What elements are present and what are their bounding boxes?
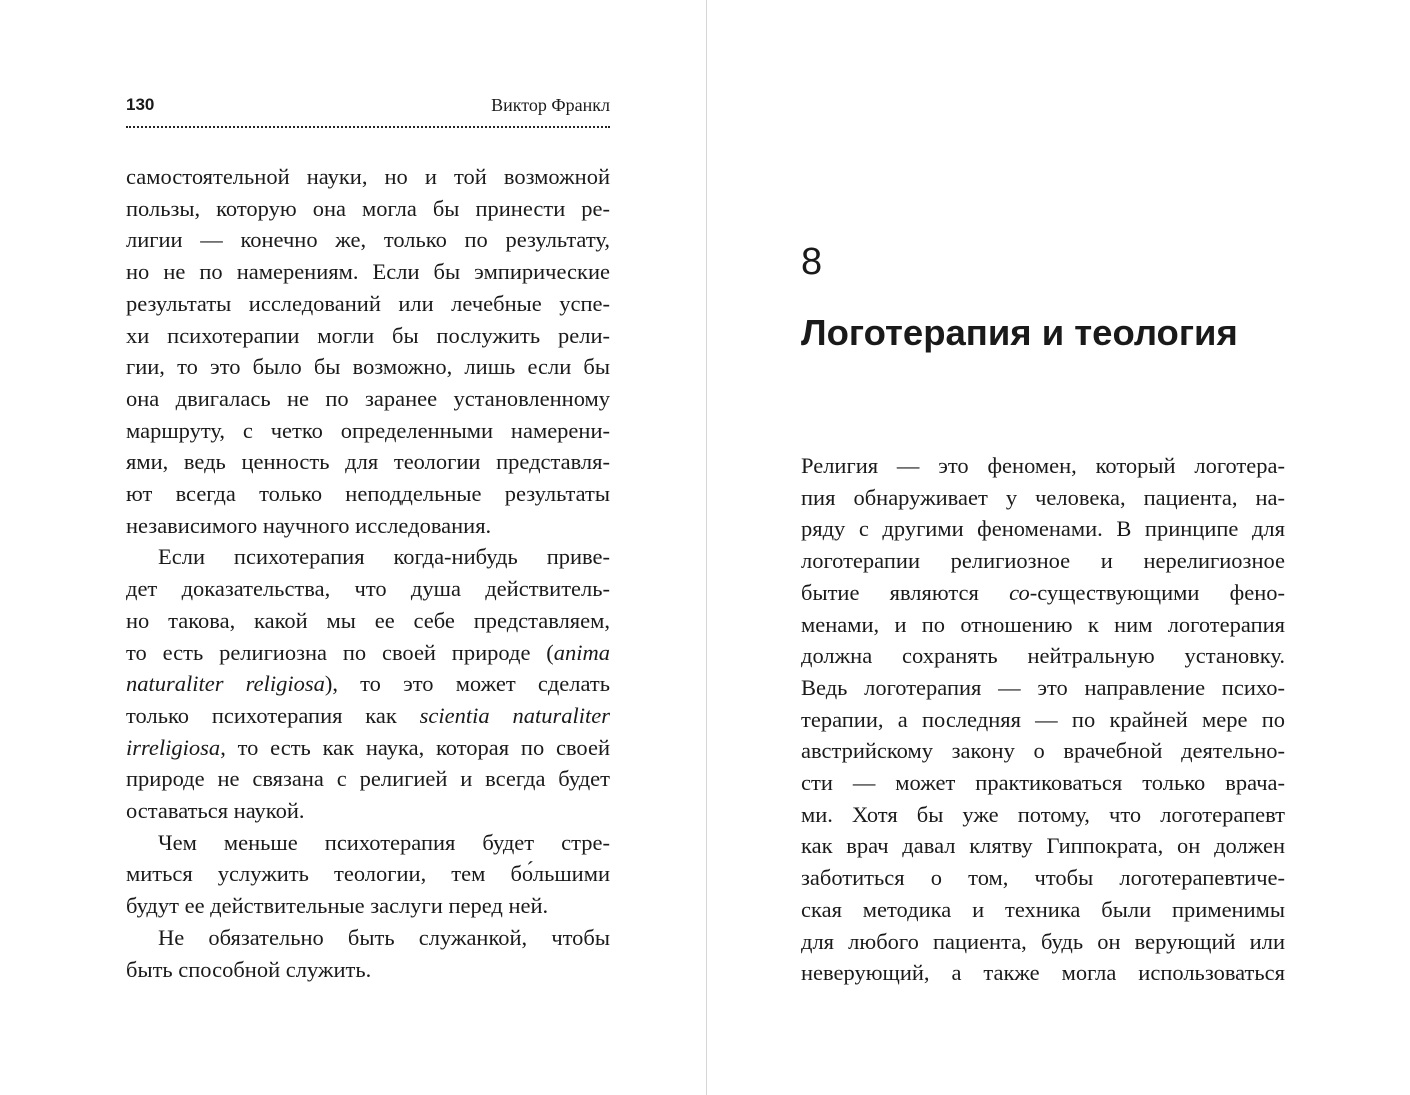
text-line xyxy=(801,482,1285,514)
text-line xyxy=(126,383,610,415)
text-line xyxy=(126,320,610,352)
text-line xyxy=(126,858,610,890)
text-line xyxy=(126,954,610,986)
line-text: будут ее действительные заслуги перед ней. xyxy=(126,893,549,919)
line-text: менами, и по отношению к ним логотерапия xyxy=(801,611,1285,637)
text-line xyxy=(801,577,1285,609)
text-line xyxy=(126,161,610,193)
line-text: Религия — это феномен, который логотера- xyxy=(801,453,1285,478)
line-text: бытие являются xyxy=(801,579,1010,605)
text-line xyxy=(801,735,1285,767)
page-gutter xyxy=(706,0,707,1095)
text-line xyxy=(126,351,610,383)
italic-term: irreligiosa xyxy=(126,734,221,760)
text-line xyxy=(801,640,1285,672)
running-head xyxy=(126,92,610,120)
text-line xyxy=(126,415,610,447)
line-text: оставаться наукой. xyxy=(126,798,305,824)
line-text: ми. Хотя бы уже потому, что логотерапевт xyxy=(801,801,1285,827)
line-text: заботиться о том, чтобы логотерапевтиче- xyxy=(801,865,1285,891)
right-page xyxy=(801,0,1285,1095)
line-text: терапии, а последняя — по крайней мере по xyxy=(801,706,1285,732)
line-text: Если психотерапия когда-нибудь приве- xyxy=(158,544,610,570)
line-text: независимого научного исследования. xyxy=(126,512,492,538)
body-text xyxy=(801,450,1285,989)
text-line xyxy=(801,450,1285,482)
line-text: миться услужить теологии, тем бо́льшими xyxy=(126,861,610,887)
line-text: она двигалась не по заранее установленному xyxy=(126,385,610,411)
line-text: неверующий, а также могла использоваться xyxy=(801,960,1285,986)
text-line xyxy=(801,609,1285,641)
line-text: пользы, которую она могла бы принести ре- xyxy=(126,195,610,221)
text-line xyxy=(126,922,610,954)
line-text: Ведь логотерапия — это направление психо- xyxy=(801,674,1285,700)
text-line xyxy=(126,827,610,859)
line-text: сти — может практиковаться только врача- xyxy=(801,770,1285,796)
line-text: ют всегда только неподдельные результаты xyxy=(126,481,610,507)
text-line xyxy=(126,224,610,256)
text-line xyxy=(801,830,1285,862)
text-line xyxy=(126,605,610,637)
line-text: , то есть как наука, которая по своей xyxy=(220,734,610,760)
line-text: -существующими фено- xyxy=(1029,579,1285,605)
line-text: пия обнаруживает у человека, пациента, на- xyxy=(801,484,1285,510)
line-text: дет доказательства, что душа действитель- xyxy=(126,576,610,602)
text-line xyxy=(126,732,610,764)
text-line xyxy=(126,478,610,510)
chapter-title: Логотерапия и теология xyxy=(801,312,1238,353)
text-line xyxy=(801,957,1285,989)
line-text: Не обязательно быть служанкой, чтобы xyxy=(158,924,610,950)
text-line xyxy=(126,763,610,795)
line-text: природе не связана с религией и всегда будет xyxy=(126,766,610,792)
chapter-number: 8 xyxy=(801,241,823,283)
line-text: самостоятельной науки, но и той возможной xyxy=(126,164,610,189)
text-line xyxy=(126,510,610,542)
text-line xyxy=(801,704,1285,736)
text-line xyxy=(801,799,1285,831)
italic-term: со xyxy=(1009,579,1030,605)
body-text xyxy=(126,161,610,985)
text-line xyxy=(801,672,1285,704)
italic-term: anima xyxy=(553,639,610,665)
text-line xyxy=(801,767,1285,799)
text-line xyxy=(801,513,1285,545)
line-text: должна сохранять нейтральную установку. xyxy=(801,643,1285,669)
line-text: гии, то это было бы возможно, лишь если бы xyxy=(126,354,610,380)
italic-term: naturaliter religiosa xyxy=(126,671,325,697)
text-line xyxy=(126,700,610,732)
text-line xyxy=(801,926,1285,958)
text-line xyxy=(801,545,1285,577)
text-line xyxy=(126,637,610,669)
line-text: австрийскому закону о врачебной деятельно- xyxy=(801,738,1285,764)
line-text: только психотерапия как xyxy=(126,702,420,728)
line-text: то есть религиозна по своей природе ( xyxy=(126,639,554,665)
line-text: ская методика и техника были применимы xyxy=(801,896,1285,922)
line-text: для любого пациента, будь он верующий или xyxy=(801,928,1285,954)
line-text: результаты исследований или лечебные успе- xyxy=(126,290,610,316)
line-text: ряду с другими феноменами. В принципе для xyxy=(801,516,1285,542)
text-line xyxy=(126,193,610,225)
italic-term: scientia naturaliter xyxy=(419,702,610,728)
text-line xyxy=(801,862,1285,894)
line-text: лигии — конечно же, только по результату, xyxy=(126,227,610,253)
line-text: маршруту, с четко определенными намерени- xyxy=(126,417,610,443)
line-text: но не по намерениям. Если бы эмпирические xyxy=(126,259,610,285)
text-line xyxy=(126,795,610,827)
line-text: быть способной служить. xyxy=(126,956,372,982)
text-line xyxy=(126,256,610,288)
line-text: но такова, какой мы ее себе представляем, xyxy=(126,607,610,633)
page-number: 130 xyxy=(126,95,155,114)
text-line xyxy=(801,894,1285,926)
header-dotted-rule xyxy=(126,126,610,128)
line-text: ями, ведь ценность для теологии представля- xyxy=(126,449,610,475)
line-text: ), то это может сделать xyxy=(324,671,610,697)
text-line xyxy=(126,446,610,478)
running-head-author: Виктор Франкл xyxy=(491,95,610,115)
line-text: хи психотерапии могли бы послужить рели- xyxy=(126,322,610,348)
left-page xyxy=(126,0,610,1095)
text-line xyxy=(126,288,610,320)
line-text: логотерапии религиозное и нерелигиозное xyxy=(801,548,1285,574)
line-text: как врач давал клятву Гиппократа, он должен xyxy=(801,833,1285,859)
text-line xyxy=(126,890,610,922)
text-line xyxy=(126,573,610,605)
line-text: Чем меньше психотерапия будет стре- xyxy=(158,829,610,855)
text-line xyxy=(126,541,610,573)
text-line xyxy=(126,668,610,700)
